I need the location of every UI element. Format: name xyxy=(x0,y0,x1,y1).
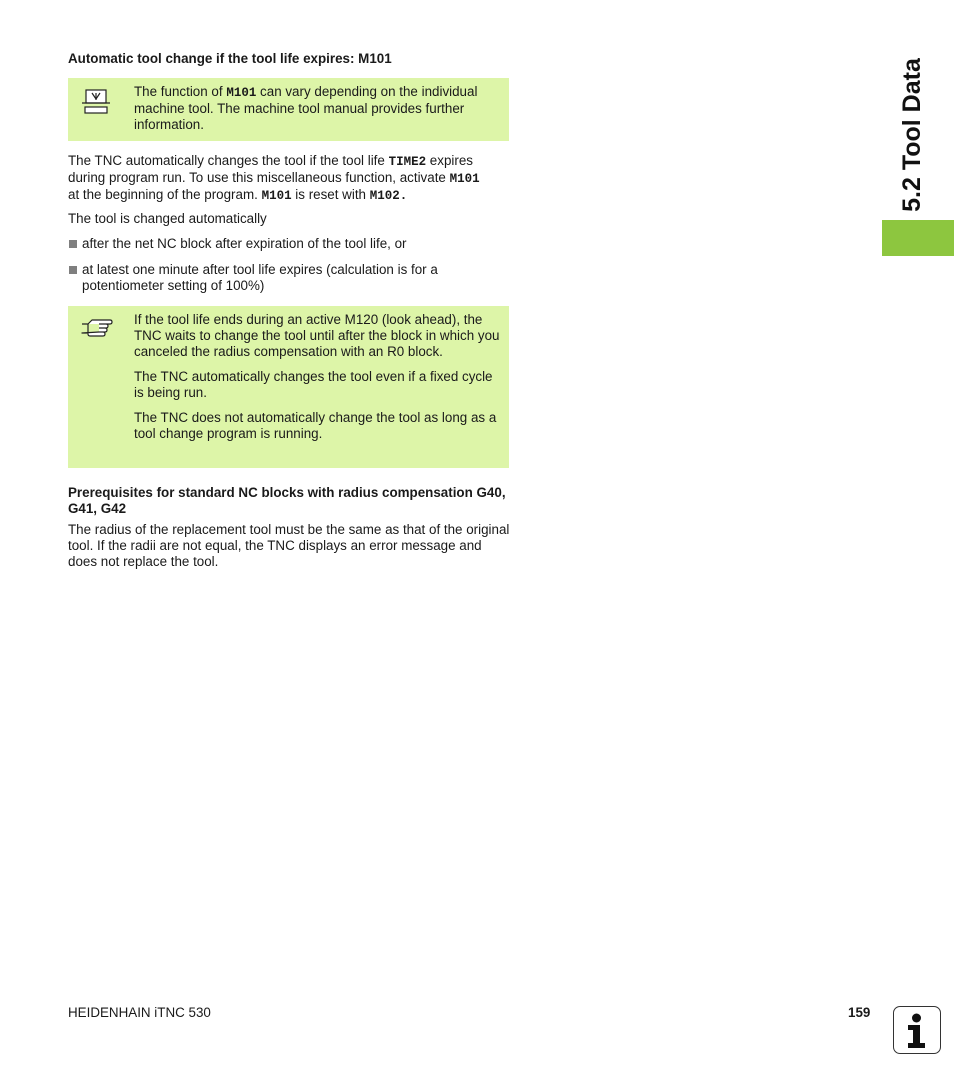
chapter-tab-marker xyxy=(882,220,954,256)
tool-changed-paragraph: The tool is changed automatically xyxy=(68,211,267,226)
page-number: 159 xyxy=(848,1005,871,1020)
chapter-side-title: 5.2 Tool Data xyxy=(898,58,926,212)
section-heading-prerequisites: Prerequisites for standard NC blocks with radius compensation G40, G41, G42 xyxy=(68,485,506,516)
bullet-square-icon xyxy=(69,266,77,274)
section-heading-m101: Automatic tool change if the tool life expires: M101 xyxy=(68,51,392,66)
hint-note-box xyxy=(68,306,509,468)
machine-icon xyxy=(80,89,112,119)
bullet-square-icon xyxy=(69,240,77,248)
radius-paragraph: The radius of the replacement tool must be the same as that of the original tool. If the radii are not equal, the TNC displays an error message and does not replace the tool. xyxy=(68,522,510,569)
pointing-hand-icon xyxy=(80,315,114,343)
footer-product-name: HEIDENHAIN iTNC 530 xyxy=(68,1005,211,1020)
tool-life-paragraph: The TNC automatically changes the tool if the tool life TIME2 expires during program run. To use this miscellaneous function, activate M101 at the beginning of the program. M101 is reset with M102. xyxy=(68,153,480,203)
machine-note-box xyxy=(68,78,509,141)
info-icon xyxy=(893,1006,941,1054)
machine-note-text: The function of M101 can vary depending on the individual machine tool. The machine tool manual provides further information. xyxy=(134,84,478,132)
hint-note-text: If the tool life ends during an active M120 (look ahead), the TNC waits to change the tool until after the block in which you canceled the radius compensation with an R0 block. The TNC automatically changes the tool even if a fixed cycle is being run. The TNC does not automatically change the tool as long as a tool change program is running. xyxy=(134,312,500,441)
